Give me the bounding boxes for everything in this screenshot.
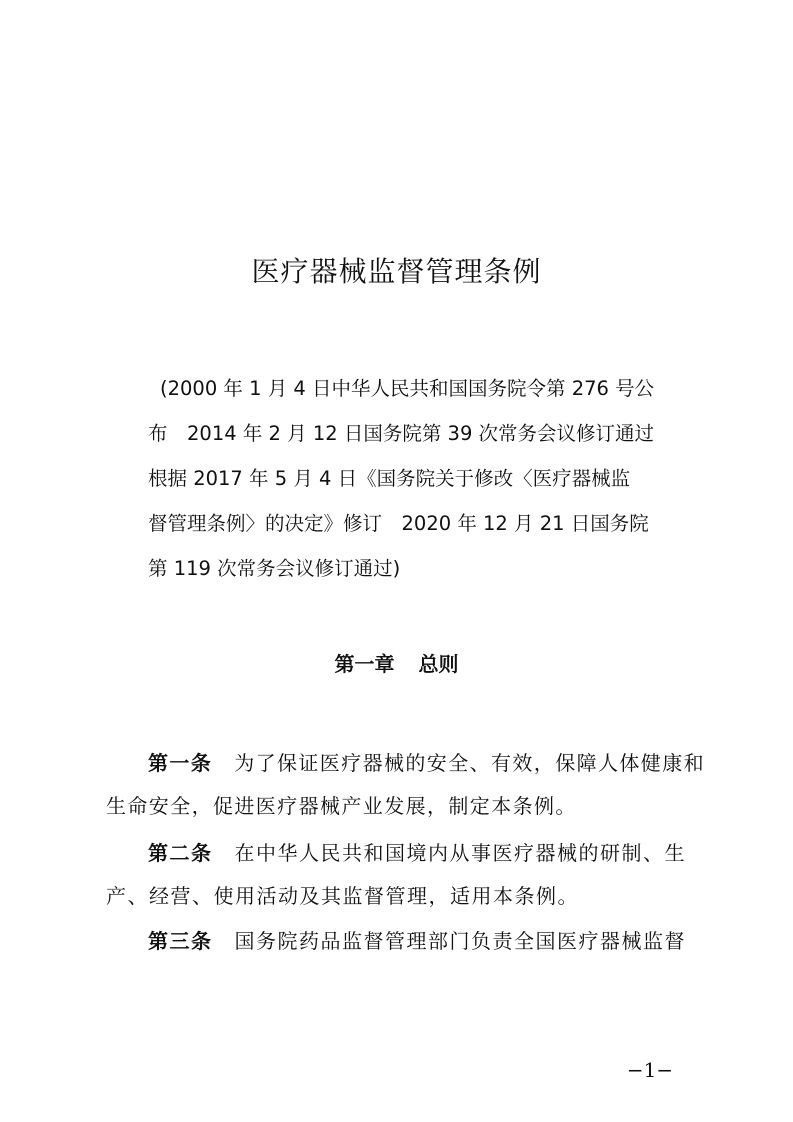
revision-history-line: 督管理条例〉的决定》修订 2020 年 12 月 21 日国务院 (148, 512, 649, 535)
article-text: 国务院药品监督管理部门负责全国医疗器械监督 (234, 929, 686, 953)
article-label: 第一条 (148, 751, 213, 775)
article-3 (106, 920, 698, 963)
revision-history-line: 第 119 次常务会议修订通过) (148, 557, 401, 580)
page-number: −1− (626, 1058, 674, 1082)
chapter-heading (0, 646, 793, 682)
article-text: 在中华人民共和国境内从事医疗器械的研制、生 (234, 841, 686, 865)
article-1 (106, 742, 706, 828)
chapter-name: 总则 (418, 652, 459, 676)
document-title: 医疗器械监督管理条例 (251, 255, 542, 288)
revision-history-line: 布 2014 年 2 月 12 日国务院第 39 次常务会议修订通过 (148, 422, 655, 445)
article-text: 为了保证医疗器械的安全、有效，保障人体健康和 (234, 751, 706, 775)
revision-history-line: (2000 年 1 月 4 日中华人民共和国国务院令第 276 号公 (160, 377, 655, 400)
article-text: 产、经营、使用活动及其监督管理，适用本条例。 (106, 884, 579, 908)
revision-history-line: 根据 2017 年 5 月 4 日《国务院关于修改〈医疗器械监 (148, 467, 631, 490)
chapter-number: 第一章 (334, 652, 395, 676)
article-2 (106, 832, 698, 918)
article-label: 第二条 (148, 841, 213, 865)
revision-history (148, 366, 668, 591)
article-label: 第三条 (148, 929, 213, 953)
article-text: 生命安全，促进医疗器械产业发展，制定本条例。 (106, 794, 577, 818)
